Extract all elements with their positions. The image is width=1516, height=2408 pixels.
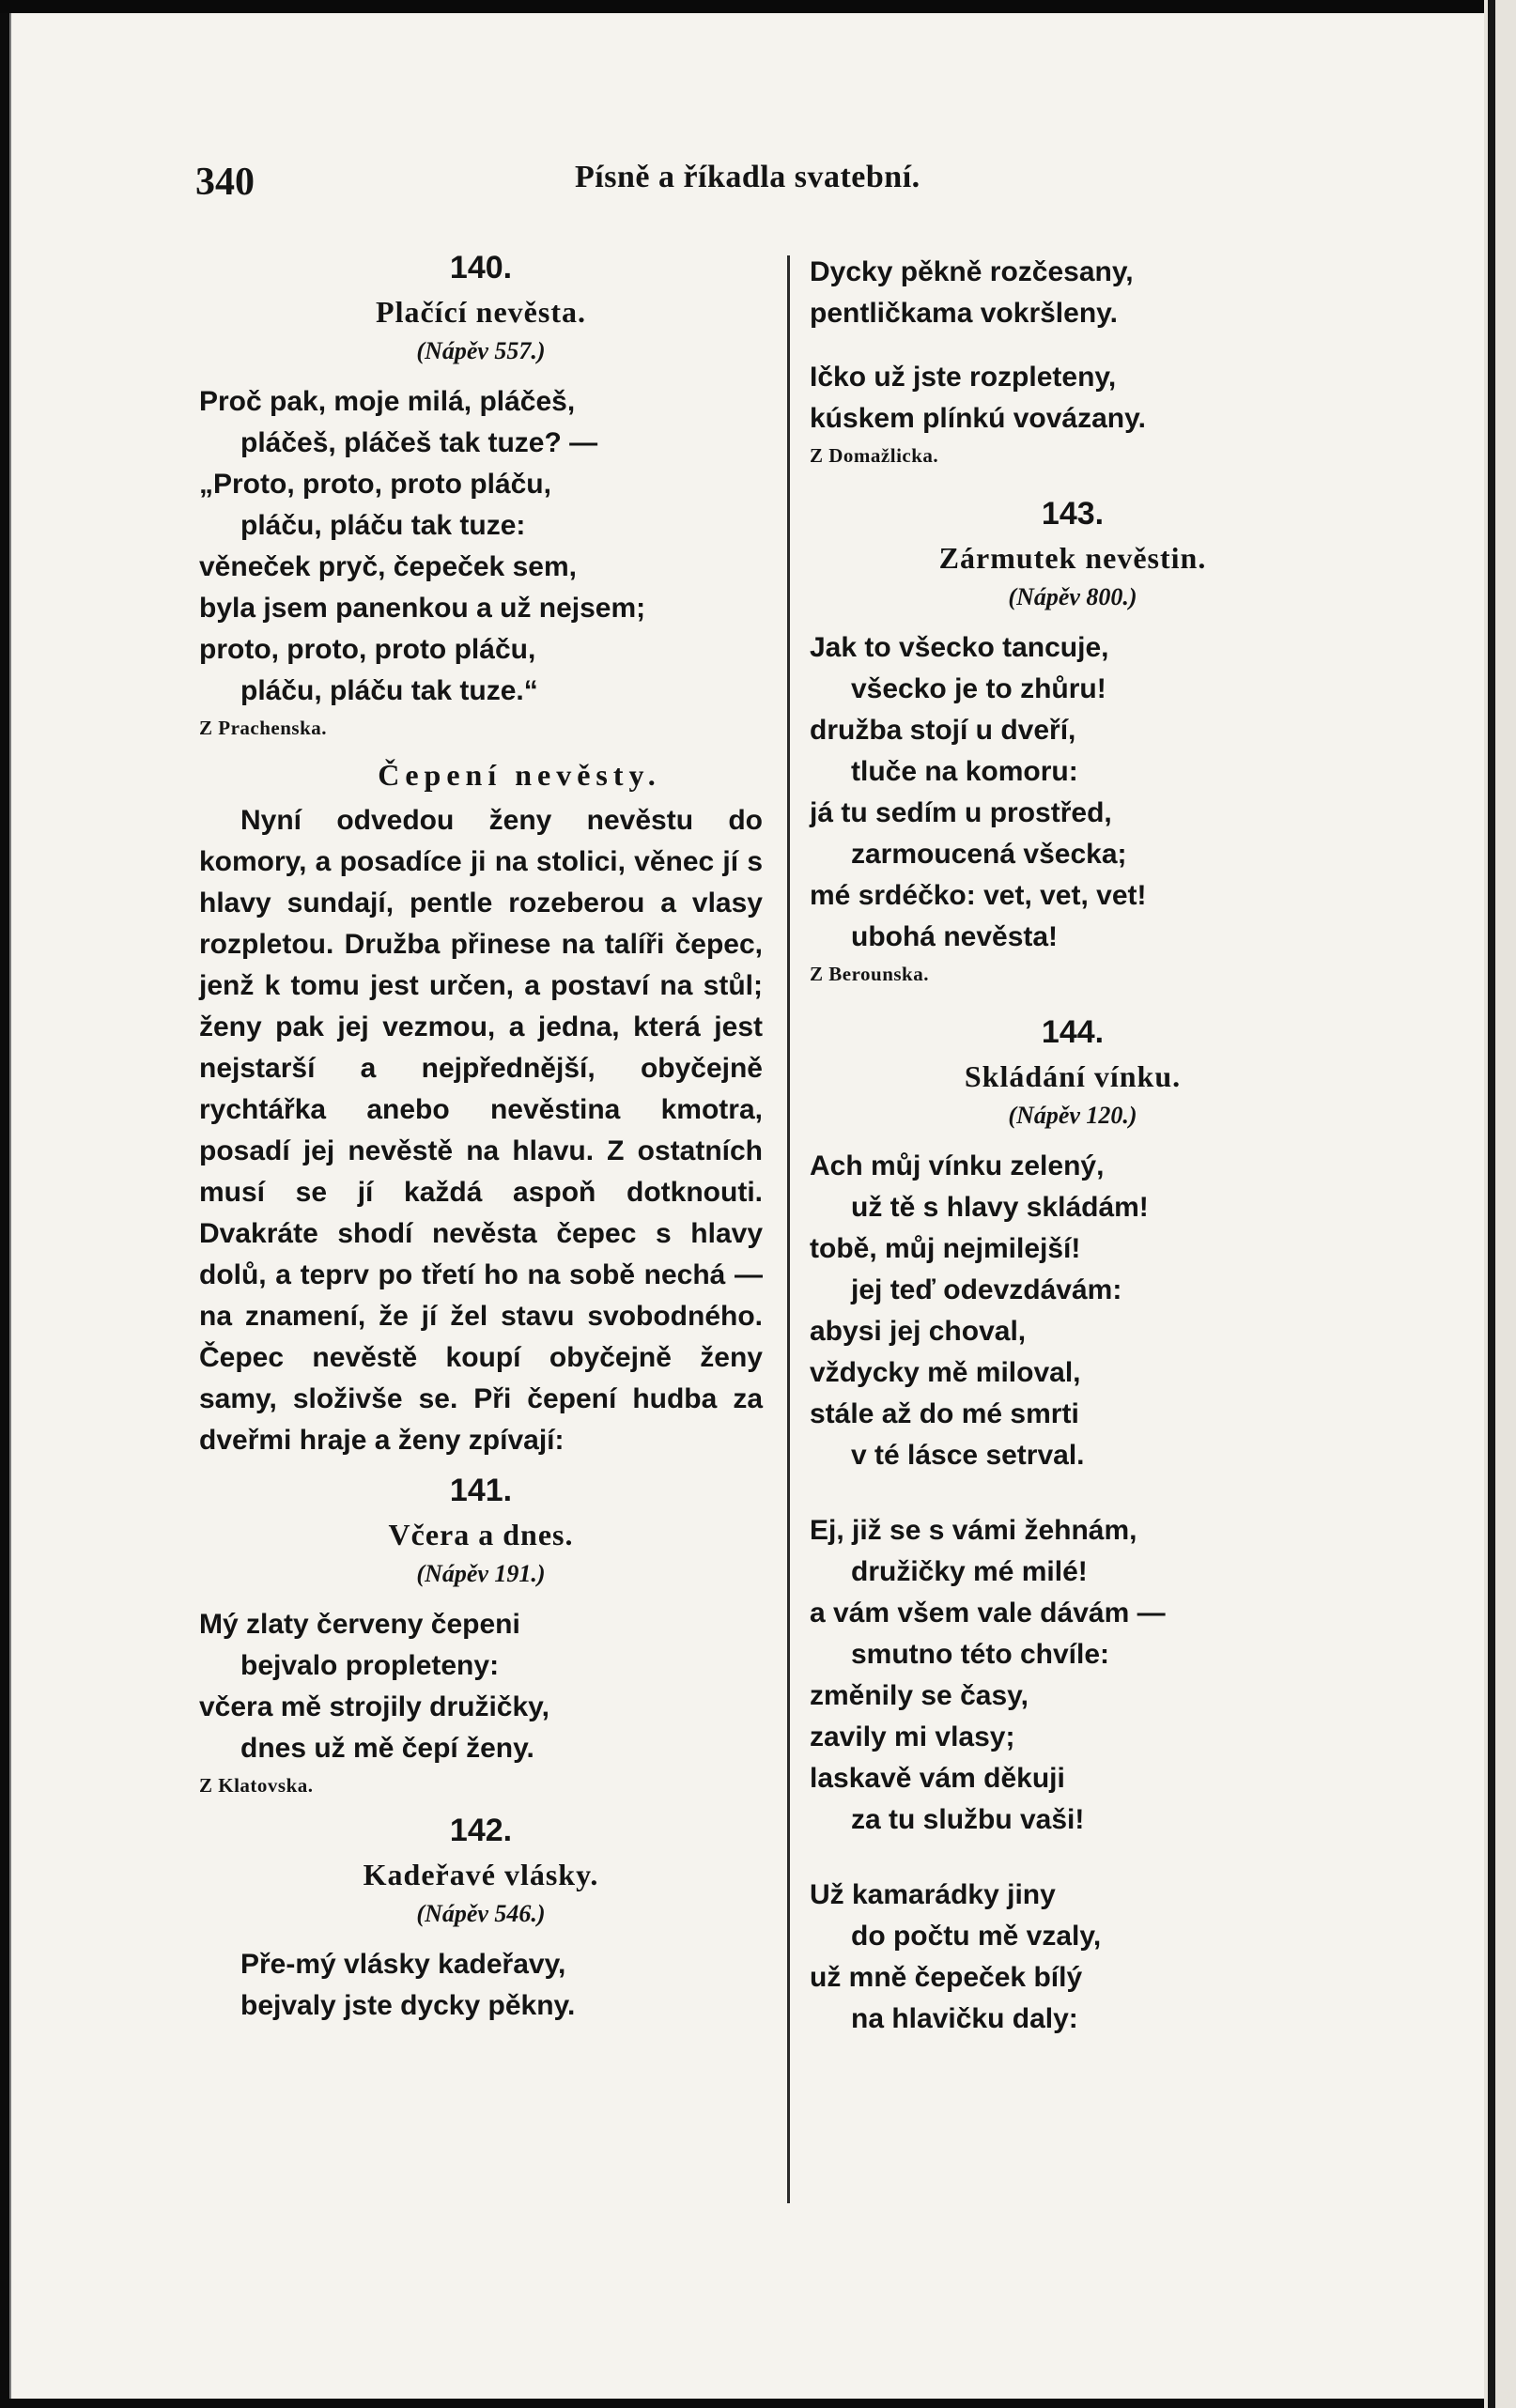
left-column: [199, 239, 763, 2027]
verse-line: pentličkama vokršleny.: [810, 298, 1118, 329]
song-number: 142.: [449, 1813, 513, 1848]
verse-line: byla jsem panenkou a už nejsem;: [199, 593, 646, 624]
source-region: Z Berounska.: [810, 963, 929, 985]
verse-line: Ach můj vínku zelený,: [810, 1150, 1105, 1181]
verse-line: zavily mi vlasy;: [810, 1721, 1015, 1752]
verse-line: v té lásce setrval.: [851, 1440, 1085, 1471]
source-region: Z Domažlicka.: [810, 444, 939, 467]
column-divider: [787, 255, 790, 2203]
stanza-gap: [810, 1476, 1336, 1499]
song-verse: [199, 381, 763, 712]
verse-line: kúskem plínkú vovázany.: [810, 403, 1146, 434]
verse-line: bejvaly jste dycky pěkny.: [240, 1990, 576, 2021]
verse-line: proto, proto, proto pláču,: [199, 634, 536, 665]
book-page: [9, 13, 1486, 2399]
verse-line: ubohá nevěsta!: [851, 921, 1059, 952]
prose-paragraph: Nyní odvedou ženy nevěstu do komory, a posadíce ji na stolici, věnec jí s hlavy sundají, pentle rozeberou a vlasy rozpletou. Družba přinese na talíři čepec, jenž k tomu jest určen, a postaví na stůl; ženy pak jej vezmou, a jedna, která jest nejstarší a nejpřednější, obyčejně rychtářka anebo nevěstina kmotra, posadí jej nevěstě na hlavu. Z ostatních musí se jí každá aspoň dotknouti. Dvakráte shodí nevěsta čepec s hlavy dolů, a teprv po třetí ho na sobě nechá — na znamení, že jí žel stavu svobodného. Čepec nevěstě koupí obyčejně ženy samy, složivše se. Při čepení hudba za dveřmi hraje a ženy zpívají:: [199, 805, 763, 1456]
tune-reference: (Nápěv 557.): [416, 337, 546, 364]
song-verse: [199, 1944, 763, 2027]
verse-line: dnes už mě čepí ženy.: [240, 1733, 534, 1764]
verse-line: včera mě strojily družičky,: [199, 1691, 549, 1722]
tune-reference: (Nápěv 800.): [1008, 583, 1137, 610]
verse-line: Ej, již se s vámi žehnám,: [810, 1515, 1137, 1546]
verse-line: družičky mé milé!: [851, 1556, 1088, 1587]
song-verse: [810, 627, 1336, 958]
verse-line: už mně čepeček bílý: [810, 1962, 1083, 1993]
verse-line: změnily se časy,: [810, 1680, 1029, 1711]
verse-line: pláču, pláču tak tuze:: [240, 510, 526, 541]
verse-line: jej teď odevzdávám:: [851, 1274, 1122, 1305]
scan-top-border: [0, 0, 1516, 13]
verse-line: věneček pryč, čepeček sem,: [199, 551, 577, 582]
verse-line: Proč pak, moje milá, pláčeš,: [199, 386, 576, 417]
stanza-gap: [810, 334, 1336, 357]
page-number: 340: [195, 161, 255, 204]
verse-line: a vám všem vale dávám —: [810, 1598, 1166, 1628]
verse-line: pláču, pláču tak tuze.“: [240, 675, 538, 706]
verse-line: na hlavičku daly:: [851, 2003, 1078, 2034]
verse-line: tluče na komoru:: [851, 756, 1078, 787]
verse-line: „Proto, proto, proto pláču,: [199, 469, 551, 500]
song-verse: [810, 1146, 1336, 1476]
scan-right-edge: [1484, 0, 1516, 2408]
page-header: [11, 152, 1486, 208]
verse-line: zarmoucená všecka;: [851, 839, 1127, 870]
song-number: 141.: [449, 1473, 513, 1508]
right-column: [810, 239, 1336, 2040]
verse-line: Mý zlaty červeny čepeni: [199, 1609, 520, 1640]
verse-line: do počtu mě vzaly,: [851, 1921, 1102, 1952]
verse-line: vždycky mě miloval,: [810, 1357, 1081, 1388]
section-heading: Čepení nevěsty.: [378, 758, 661, 792]
song-title: Zármutek nevěstin.: [938, 541, 1207, 575]
verse-line: tobě, můj nejmilejší!: [810, 1233, 1081, 1264]
song-verse: [810, 1875, 1336, 2040]
song-verse: [199, 1604, 763, 1769]
song-title: Kadeřavé vlásky.: [363, 1858, 599, 1891]
source-region: Z Klatovska.: [199, 1774, 314, 1797]
stanza-gap: [810, 1841, 1336, 1863]
tune-reference: (Nápěv 191.): [416, 1560, 546, 1587]
verse-line: já tu sedím u prostřed,: [810, 797, 1112, 828]
song-number: 143.: [1041, 496, 1105, 532]
song-number: 144.: [1041, 1014, 1105, 1050]
source-region: Z Prachenska.: [199, 717, 328, 739]
verse-line: družba stojí u dveří,: [810, 715, 1076, 746]
verse-line: Dycky pěkně rozčesany,: [810, 256, 1134, 287]
song-verse: [810, 1510, 1336, 1841]
song-title: Včera a dnes.: [388, 1518, 574, 1551]
verse-line: Pře-mý vlásky kadeřavy,: [240, 1949, 566, 1980]
verse-line: pláčeš, pláčeš tak tuze? —: [240, 427, 598, 458]
verse-line: laskavě vám děkuji: [810, 1763, 1065, 1794]
running-head: Písně a říkadla svatební.: [575, 160, 920, 194]
verse-line: abysi jej choval,: [810, 1316, 1027, 1347]
verse-line: už tě s hlavy skládám!: [851, 1192, 1149, 1223]
page-edge-shadow: [1488, 0, 1495, 2408]
song-verse: [810, 252, 1336, 440]
verse-line: smutno této chvíle:: [851, 1639, 1110, 1670]
verse-line: Už kamarádky jiny: [810, 1879, 1056, 1910]
verse-line: bejvalo propleteny:: [240, 1650, 500, 1681]
song-title: Skládání vínku.: [964, 1059, 1182, 1093]
tune-reference: (Nápěv 546.): [416, 1900, 546, 1927]
verse-line: Jak to všecko tancuje,: [810, 632, 1109, 663]
verse-line: Ičko už jste rozpleteny,: [810, 362, 1117, 393]
song-number: 140.: [449, 250, 513, 286]
tune-reference: (Nápěv 120.): [1008, 1102, 1137, 1129]
verse-line: všecko je to zhůru!: [851, 673, 1106, 704]
verse-line: za tu službu vaši!: [851, 1804, 1085, 1835]
song-title: Plačící nevěsta.: [376, 295, 586, 329]
verse-line: stále až do mé smrti: [810, 1398, 1079, 1429]
verse-line: mé srdéčko: vet, vet, vet!: [810, 880, 1147, 911]
